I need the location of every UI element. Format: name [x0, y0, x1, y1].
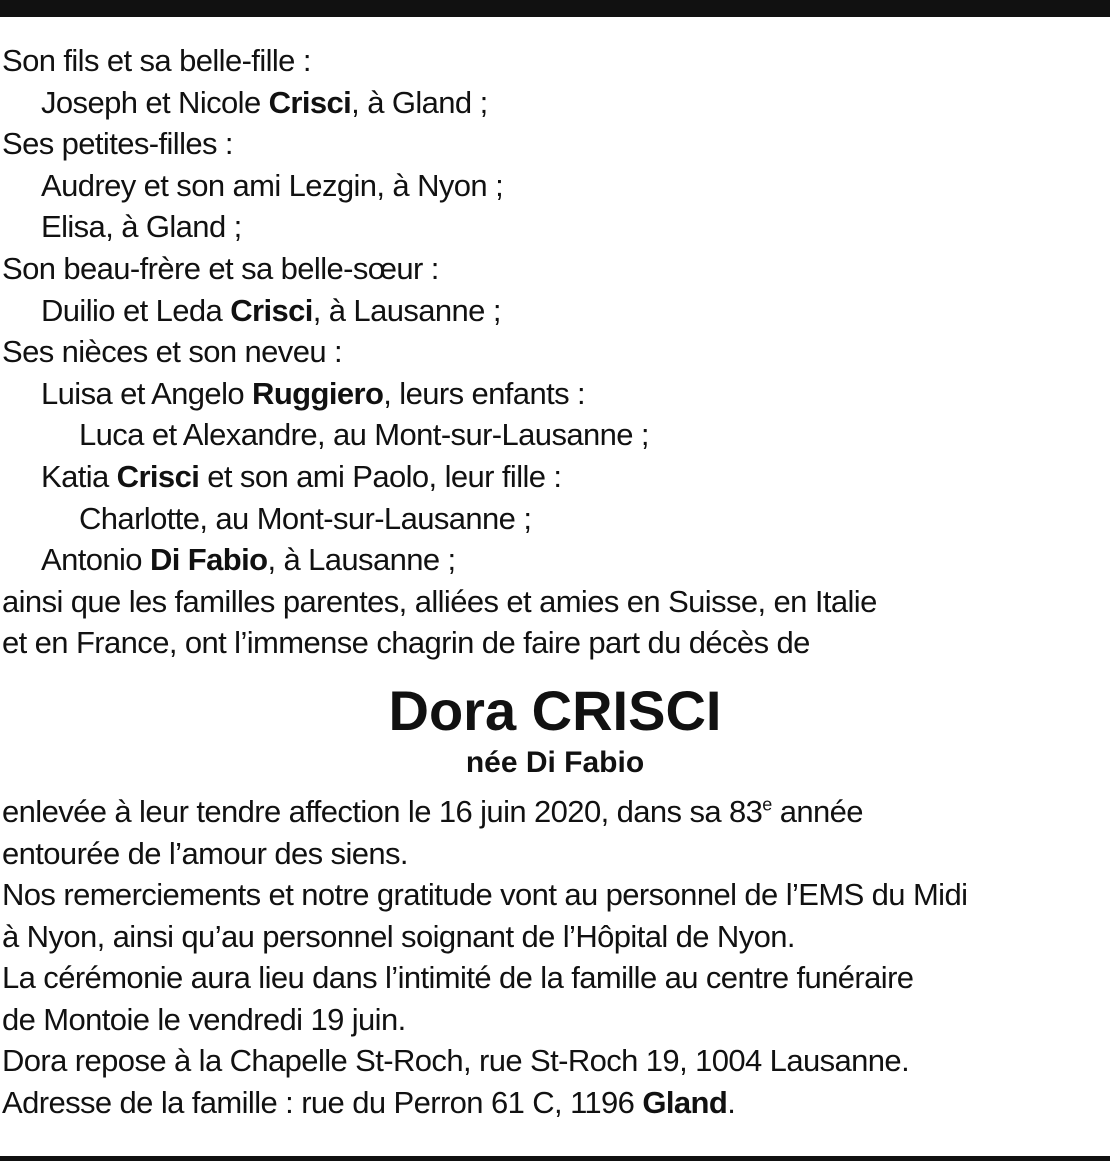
nephew-surname: Di Fabio: [149, 542, 268, 578]
address-line: Adresse de la famille : rue du Perron 61 C, 1196 Gland.: [2, 1085, 736, 1121]
brother-in-law-line: Duilio et Leda Crisci, à Lausanne ;: [41, 292, 501, 328]
niece-line: Luisa et Angelo Ruggiero, leurs enfants :: [41, 375, 586, 411]
son-heading: Son fils et sa belle-fille :: [2, 43, 311, 78]
nephew-line: Antonio Di Fabio, à Lausanne ;: [41, 542, 456, 578]
bil-surname: Crisci: [230, 292, 313, 328]
notice-line: enlevée à leur tendre affection le 16 juin 2020, dans sa 83e année: [2, 793, 863, 829]
son-surname: Crisci: [268, 84, 352, 120]
obituary-notice: [2, 40, 1108, 1124]
niece1-surname: Ruggiero: [252, 375, 384, 411]
notice-line: La cérémonie aura lieu dans l’intimité de la famille au centre funéraire: [2, 960, 914, 996]
niece-line: Katia Crisci et son ami Paolo, leur fille :: [41, 458, 562, 494]
nieces-heading: Ses nièces et son neveu :: [2, 334, 343, 370]
bottom-rule: [0, 1156, 1110, 1161]
maiden-name: née Di Fabio: [465, 745, 645, 779]
notice-line: entourée de l’amour des siens.: [2, 835, 408, 871]
notice-line: Dora repose à la Chapelle St-Roch, rue St-Roch 19, 1004 Lausanne.: [2, 1043, 910, 1079]
granddaughters-heading: Ses petites-filles :: [2, 126, 233, 162]
niece-children-line: Luca et Alexandre, au Mont-sur-Lausanne ;: [79, 417, 649, 453]
top-rule: [0, 0, 1110, 17]
ordinal-superscript: e: [762, 794, 772, 815]
granddaughter-line: Elisa, à Gland ;: [41, 209, 242, 245]
notice-line: Nos remerciements et notre gratitude vont au personnel de l’EMS du Midi: [2, 877, 968, 913]
brother-in-law-heading: Son beau-frère et sa belle-sœur :: [2, 250, 439, 286]
deceased-name: Dora CRISCI: [388, 678, 722, 742]
son-line: Joseph et Nicole Crisci, à Gland ;: [41, 84, 488, 120]
closing-line: ainsi que les familles parentes, alliées et amies en Suisse, en Italie: [2, 583, 877, 619]
granddaughter-line: Audrey et son ami Lezgin, à Nyon ;: [41, 167, 504, 203]
address-city: Gland: [642, 1085, 728, 1121]
notice-line: de Montoie le vendredi 19 juin.: [2, 1001, 406, 1037]
closing-line: et en France, ont l’immense chagrin de faire part du décès de: [2, 625, 810, 661]
niece-child-line: Charlotte, au Mont-sur-Lausanne ;: [79, 500, 532, 536]
notice-line: à Nyon, ainsi qu’au personnel soignant de l’Hôpital de Nyon.: [2, 918, 795, 954]
niece2-surname: Crisci: [116, 458, 200, 494]
